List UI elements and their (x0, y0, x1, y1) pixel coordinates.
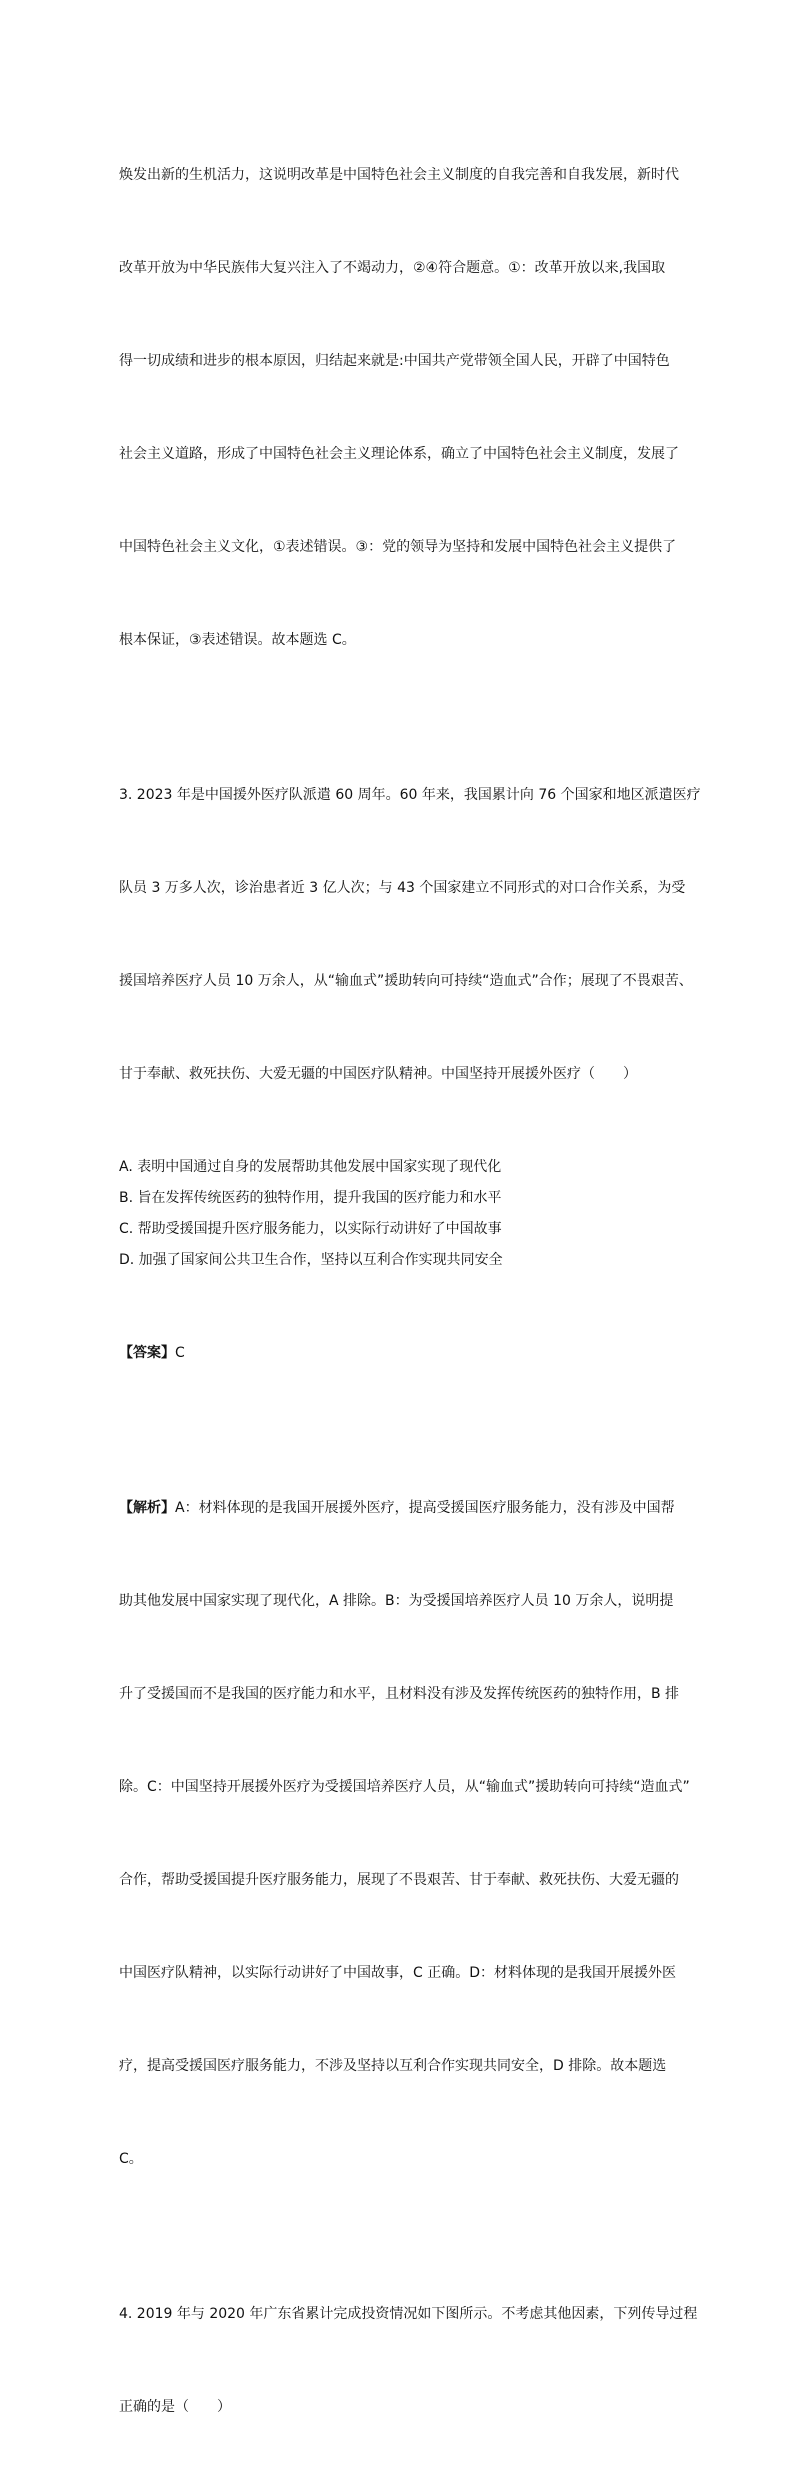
analysis-label: 【解析】 (119, 1500, 175, 1516)
answer-line (119, 1338, 681, 1369)
answer-label: 【答案】 (119, 1345, 175, 1361)
q2-analysis-continued (119, 98, 681, 718)
text-line: A：材料体现的是我国开展援外医疗，提高受援国医疗服务能力，没有涉及中国帮 (175, 1500, 675, 1516)
document-content (119, 98, 701, 2485)
analysis-first-line (119, 1493, 681, 1524)
text-line: 改革开放为中华民族伟大复兴注入了不竭动力，②④符合题意。①：改革开放以来,我国取 (119, 260, 666, 276)
text-line: 正确的是（ ） (119, 2399, 231, 2415)
question-3-answer (119, 1276, 681, 1431)
text-line: 中国特色社会主义文化，①表述错误。③：党的领导为坚持和发展中国特色社会主义提供了 (119, 539, 677, 555)
option-c: C. 帮助受援国提升医疗服务能力，以实际行动讲好了中国故事 (119, 1221, 502, 1237)
text-line: 4. 2019 年与 2020 年广东省累计完成投资情况如下图所示。不考虑其他因素，下列传导过程 (119, 2306, 698, 2322)
question-3-options (119, 1152, 681, 1276)
text-line: 得一切成绩和进步的根本原因，归结起来就是:中国共产党带领全国人民，开辟了中国特色 (119, 353, 670, 369)
option-b: B. 旨在发挥传统医药的独特作用，提升我国的医疗能力和水平 (119, 1190, 502, 1206)
text-line: 社会主义道路，形成了中国特色社会主义理论体系，确立了中国特色社会主义制度，发展了 (119, 446, 679, 462)
text-line: 援国培养医疗人员 10 万余人，从“输血式”援助转向可持续“造血式”合作；展现了不畏艰苦、 (119, 973, 693, 989)
question-3-stem (119, 718, 701, 1152)
question-4-stem (119, 2237, 698, 2485)
text-line: 升了受援国而不是我国的医疗能力和水平，且材料没有涉及发挥传统医药的独特作用，B 排 (119, 1686, 680, 1702)
text-line: 合作，帮助受援国提升医疗服务能力，展现了不畏艰苦、甘于奉献、救死扶伤、大爱无疆的 (119, 1872, 679, 1888)
option-d: D. 加强了国家间公共卫生合作，坚持以互利合作实现共同安全 (119, 1252, 503, 1268)
text-line: 甘于奉献、救死扶伤、大爱无疆的中国医疗队精神。中国坚持开展援外医疗（ ） (119, 1066, 637, 1082)
text-line: 焕发出新的生机活力，这说明改革是中国特色社会主义制度的自我完善和自我发展，新时代 (119, 167, 679, 183)
text-line: 根本保证，③表述错误。故本题选 C。 (119, 632, 356, 648)
question-3-analysis (119, 1431, 690, 2237)
text-line: 除。C：中国坚持开展援外医疗为受援国培养医疗人员，从“输血式”援助转向可持续“造血式” (119, 1779, 690, 1795)
option-a: A. 表明中国通过自身的发展帮助其他发展中国家实现了现代化 (119, 1159, 502, 1175)
text-line: C。 (119, 2151, 143, 2167)
text-line: 队员 3 万多人次，诊治患者近 3 亿人次；与 43 个国家建立不同形式的对口合作关系，为受 (119, 880, 686, 896)
text-line: 助其他发展中国家实现了现代化，A 排除。B：为受援国培养医疗人员 10 万余人，说明提 (119, 1593, 674, 1609)
text-line: 疗，提高受援国医疗服务能力，不涉及坚持以互利合作实现共同安全，D 排除。故本题选 (119, 2058, 667, 2074)
text-line: 3. 2023 年是中国援外医疗队派遣 60 周年。60 年来，我国累计向 76 个国家和地区派遣医疗 (119, 787, 701, 803)
answer-value: C (175, 1345, 185, 1361)
text-line: 中国医疗队精神，以实际行动讲好了中国故事，C 正确。D：材料体现的是我国开展援外医 (119, 1965, 677, 1981)
